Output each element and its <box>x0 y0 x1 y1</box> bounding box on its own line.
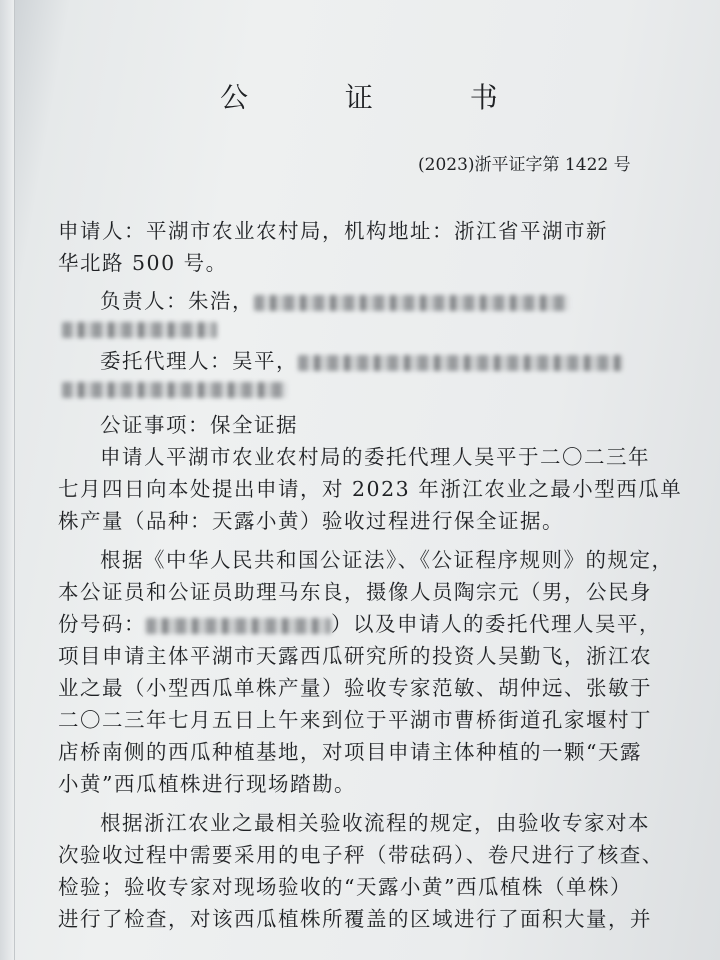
page-edge <box>0 0 15 960</box>
para3-line-1: 根据浙江农业之最相关验收流程的规定，由验收专家对本 <box>100 811 650 835</box>
redacted-block <box>146 618 331 634</box>
para2-line-2: 本公证员和公证员助理马东良，摄像人员陶宗元（男，公民身 <box>58 580 652 604</box>
para1-line-1: 申请人平湖市农业农村局的委托代理人吴平于二〇二三年 <box>100 445 650 469</box>
para2-line-8: 小黄”西瓜植株进行现场踏勘。 <box>58 772 356 796</box>
agent-line <box>100 344 623 374</box>
responsible-label: 负责人：朱浩， <box>100 289 254 313</box>
para2-line-1: 根据《中华人民共和国公证法》、《公证程序规则》的规定， <box>100 548 674 572</box>
responsible-line <box>100 284 569 314</box>
para2-line-3-rest: ）以及申请人的委托代理人吴平， <box>331 612 661 636</box>
para3-line-4: 进行了检查，对该西瓜植株所覆盖的区域进行了面积大量，并 <box>58 907 652 931</box>
notary-matter: 公证事项：保全证据 <box>100 413 298 437</box>
para3-line-3: 检验；验收专家对现场验收的“天露小黄”西瓜植株（单株） <box>58 875 632 899</box>
applicant-line-2: 华北路 500 号。 <box>58 251 228 275</box>
applicant-line-1: 申请人：平湖市农业农村局，机构地址：浙江省平湖市新 <box>58 219 608 243</box>
redacted-block <box>298 355 623 371</box>
agent-label: 委托代理人：吴平， <box>100 349 298 373</box>
para1-line-3: 株产量（品种：天露小黄）验收过程进行保全证据。 <box>58 509 564 533</box>
agent-line-2 <box>58 376 287 400</box>
redacted-block <box>254 295 569 311</box>
id-number-label: 份号码： <box>58 612 146 636</box>
para2-line-3 <box>58 607 661 637</box>
para2-line-7: 店桥南侧的西瓜种植基地，对项目申请主体种植的一颗“天露 <box>58 740 642 764</box>
redacted-block <box>62 382 287 398</box>
para2-line-5: 业之最（小型西瓜单株产量）验收专家范敏、胡仲远、张敏于 <box>58 676 652 700</box>
document-title: 公 证 书 <box>220 81 542 114</box>
document-number: (2023)浙平证字第 1422 号 <box>418 155 631 175</box>
para2-line-6: 二〇二三年七月五日上午来到位于平湖市曹桥街道孔家堰村丁 <box>58 708 652 732</box>
para2-line-4: 项目申请主体平湖市天露西瓜研究所的投资人吴勤飞，浙江农 <box>58 644 652 668</box>
para1-line-2: 七月四日向本处提出申请，对 2023 年浙江农业之最小型西瓜单 <box>58 477 683 501</box>
redacted-block <box>62 322 217 338</box>
para3-line-2: 次验收过程中需要采用的电子秤（带砝码）、卷尺进行了核查、 <box>58 843 664 867</box>
responsible-line-2 <box>58 316 217 340</box>
